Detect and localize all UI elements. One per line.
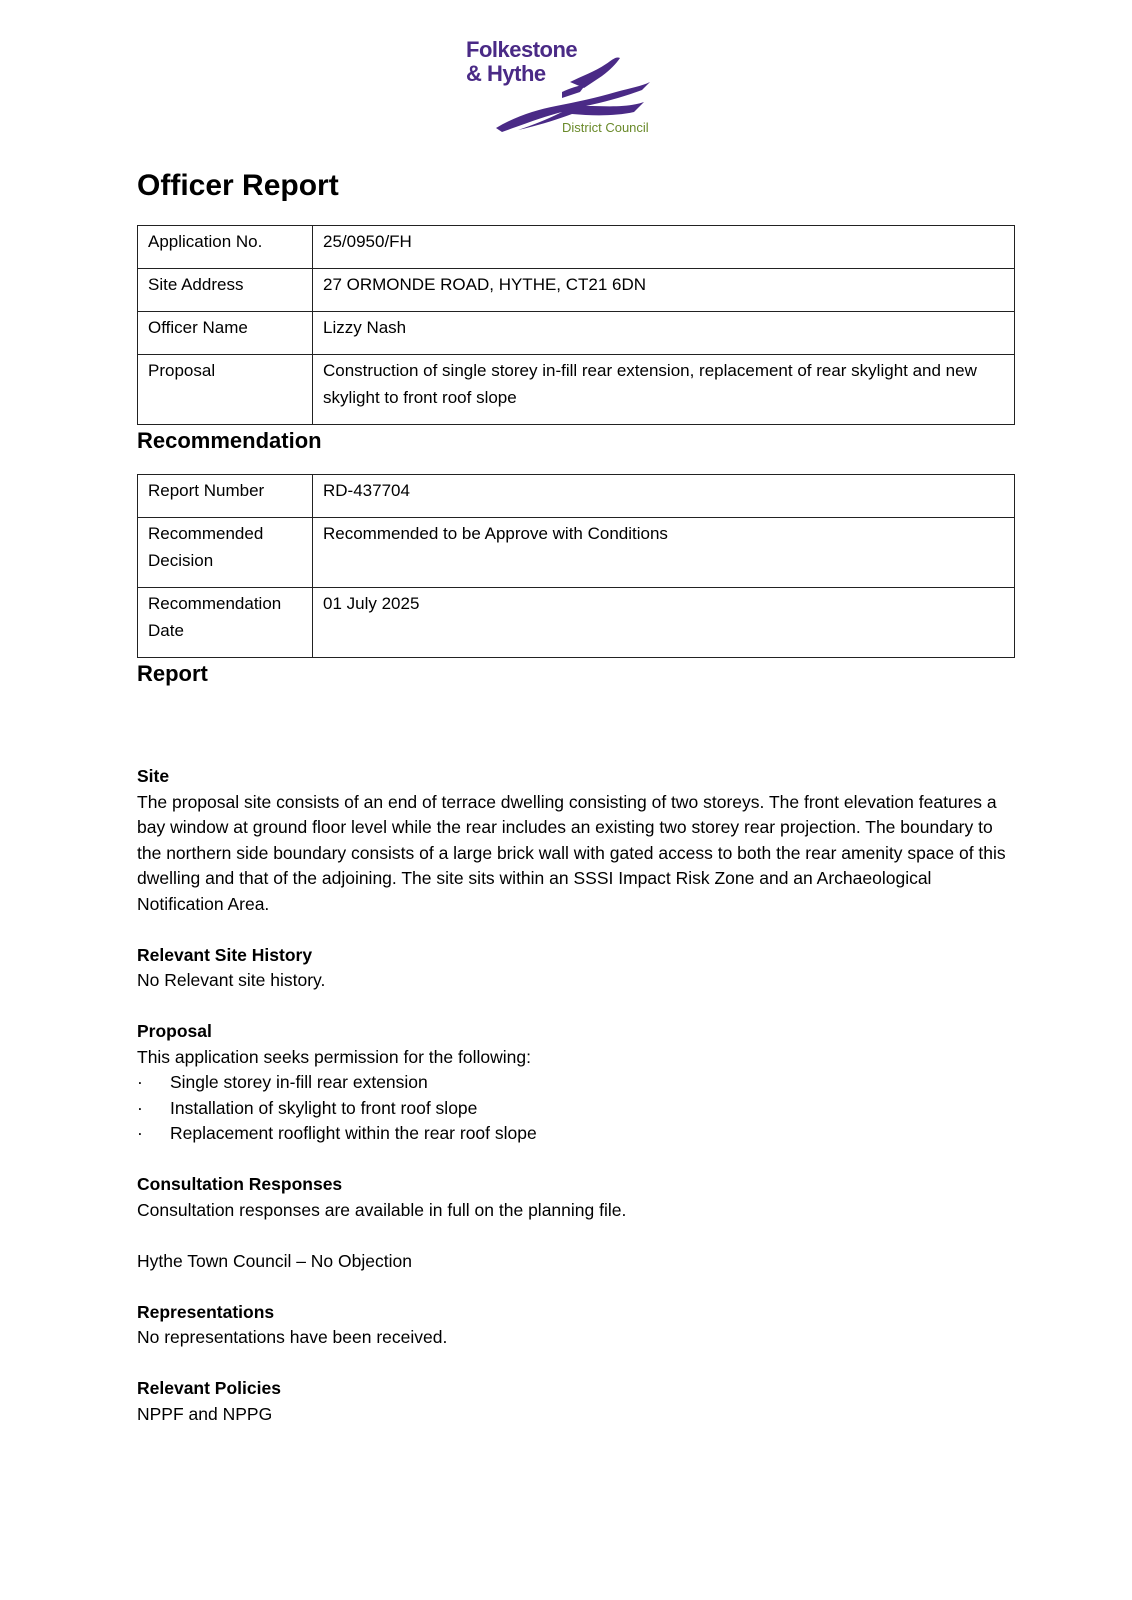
- bullet-marker: ·: [137, 1123, 143, 1143]
- row-value: 27 ORMONDE ROAD, HYTHE, CT21 6DN: [313, 269, 1015, 312]
- application-table: [137, 225, 1015, 425]
- representations-text: No representations have been received.: [137, 1327, 448, 1347]
- report-body: [137, 764, 1017, 1427]
- row-value: Construction of single storey in-fill rear extension, replacement of rear skylight and new skylight to front roof slope: [313, 355, 1015, 425]
- policies-text: NPPF and NPPG: [137, 1403, 273, 1424]
- row-value: RD-437704: [313, 475, 1015, 518]
- page-title: Officer Report: [137, 169, 339, 202]
- table-row: [138, 269, 1015, 312]
- row-label: Report Number: [138, 475, 313, 518]
- table-row: [138, 475, 1015, 518]
- list-item: [137, 1070, 1017, 1096]
- table-row: [138, 226, 1015, 269]
- row-value: 01 July 2025: [313, 588, 1015, 658]
- logo-line-3: District Council: [562, 120, 649, 135]
- table-row: [138, 518, 1015, 588]
- logo-line-1: Folkestone: [466, 37, 578, 62]
- row-label: Proposal: [138, 355, 313, 425]
- bullet-marker: ·: [137, 1097, 143, 1118]
- recommendation-heading: Recommendation: [137, 428, 322, 453]
- row-value: 25/0950/FH: [313, 226, 1015, 269]
- site-title: Site: [137, 766, 170, 786]
- list-item-text: Single storey in-fill rear extension: [170, 1072, 428, 1092]
- row-value: Recommended to be Approve with Conditions: [313, 518, 1015, 588]
- table-row: [138, 355, 1015, 425]
- policies-title: Relevant Policies: [137, 1378, 281, 1398]
- list-item: [137, 1096, 1017, 1122]
- list-item-text: Installation of skylight to front roof slope: [170, 1097, 478, 1118]
- site-text: The proposal site consists of an end of terrace dwelling consisting of two storeys. The front elevation features a bay window at ground floor level while the rear includes an existing two storey rear projection. The boundary to the northern side boundary consists of a large brick wall with gated access to both the rear amenity space of this dwelling and that of the adjoining. The site sits within an SSSI Impact Risk Zone and an Archaeological Notification Area.: [137, 791, 1006, 914]
- logo-line-2: & Hythe: [466, 61, 546, 86]
- list-item: [137, 1121, 1017, 1147]
- row-label: Application No.: [138, 226, 313, 269]
- table-row: [138, 588, 1015, 658]
- recommendation-table: [137, 474, 1015, 658]
- council-response: Hythe Town Council – No Objection: [137, 1250, 412, 1271]
- table-row: [138, 312, 1015, 355]
- report-heading: Report: [137, 661, 208, 686]
- row-label: Officer Name: [138, 312, 313, 355]
- row-label: Site Address: [138, 269, 313, 312]
- history-text: No Relevant site history.: [137, 970, 326, 990]
- row-value: Lizzy Nash: [313, 312, 1015, 355]
- list-item-text: Replacement rooflight within the rear roof slope: [170, 1123, 537, 1143]
- consultation-title: Consultation Responses: [137, 1174, 343, 1194]
- proposal-intro: This application seeks permission for the following:: [137, 1046, 531, 1067]
- row-label: Recommendation Date: [138, 588, 313, 658]
- consultation-text: Consultation responses are available in full on the planning file.: [137, 1199, 627, 1220]
- proposal-title: Proposal: [137, 1021, 212, 1041]
- representations-title: Representations: [137, 1301, 275, 1322]
- history-title: Relevant Site History: [137, 944, 313, 965]
- council-logo: [466, 36, 666, 140]
- bullet-marker: ·: [137, 1072, 143, 1092]
- row-label: Recommended Decision: [138, 518, 313, 588]
